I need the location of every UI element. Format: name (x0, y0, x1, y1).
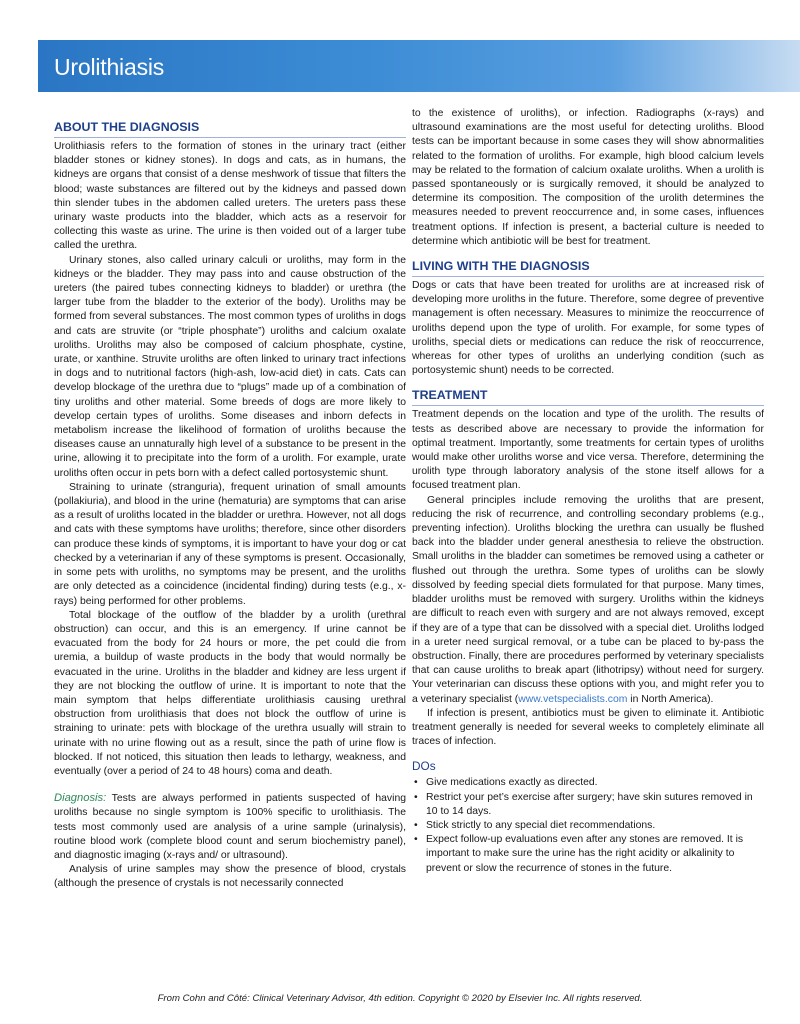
treatment-paragraph-2 (412, 494, 764, 707)
bullet-icon: • (414, 791, 418, 803)
living-heading: LIVING WITH THE DIAGNOSIS (412, 258, 764, 277)
treatment-paragraph-1: Treatment depends on the location and type of the urolith. The results of tests as described above are necessary to provide the information for optimal treatment. Importantly, some treatments for certain types of uroliths would make other uroliths worse and vice versa. Therefore, determining the urolith type through laboratory analysis of the stone itself allows for a focused treatment plan. (412, 409, 764, 492)
footer-prefix: From Cohn and Côté: (157, 993, 253, 1004)
footer-book-title: Clinical Veterinary Advisor, 4th edition. (252, 993, 416, 1004)
list-item (412, 791, 764, 819)
right-column (412, 107, 764, 876)
title-banner (38, 40, 800, 92)
footer-suffix: Copyright © 2020 by Elsevier Inc. All rights reserved. (415, 993, 643, 1004)
treatment-paragraph-3: If infection is present, antibiotics must be given to eliminate it. Antibiotic treatment generally is needed for several weeks to completely eliminate all traces of infection. (412, 707, 764, 748)
diagnosis-paragraph (54, 791, 406, 863)
list-item-text: Expect follow-up evaluations even after any stones are removed. It is important to make sure the urine has the right acidity or alkalinity to prevent or slow the recurrence of stones in the future. (426, 834, 744, 874)
left-column (54, 107, 406, 892)
living-paragraph-1: Dogs or cats that have been treated for uroliths are at increased risk of developing more uroliths in the future. Therefore, some degree of preventive management is often necessary. Measures to minimize the reoccurrence of uroliths depend upon the type of urolith. For example, for some types of uroliths, special diets or medications can reduce the risk of reoccurrence, whereas for other types of uroliths an underlying condition (such as portosystemic shunt) needs to be corrected. (412, 280, 764, 377)
treatment-paragraph-2-text: General principles include removing the uroliths that are present, reducing the risk of recurrence, and controlling secondary problems (e.g., preventing infection). Uroliths blocking the urethra can usually be flushed back into the bladder under general anesthesia to relieve the obstruction. Small uroliths in the bladder can sometimes be removed using a catheter or flushed out through the urethra. Some types of uroliths can be slowly dissolved by feeding special diets formulated for that purpose. Many times, bladder uroliths must be removed with surgery. Uroliths within the kidneys are difficult to reach even with surgery and are not always removed, except if they are of a type that can be dissolved with a special diet. Uroliths lodged in a ureter need surgical removal, or a tube can be placed to by-pass the obstruction. Finally, there are procedures performed by veterinary specialists that can cause uroliths to break apart (lithotripsy) without need for surgery. Your veterinarian can discuss these options with you, and might refer you to a veterinary specialist ( (412, 494, 764, 705)
copyright-footer (0, 993, 800, 1004)
about-paragraph-1: Urolithiasis refers to the formation of stones in the urinary tract (either bladder stones or kidney stones). In dogs and cats, as in humans, the kidneys are organs that consist of a dense meshwork of tissue that filters the blood; waste substances are filtered out by the kidneys and passed down thin slender tubes in the abdomen called ureters. The ureters pass these urinary waste products into the bladder, which acts as a reservoir for collecting this waste as urine. The urine is then voided out of a larger tube called the urethra. (54, 141, 406, 252)
treatment-heading: TREATMENT (412, 387, 764, 406)
list-item-text: Restrict your pet’s exercise after surgery; have skin sutures removed in 10 to 14 days. (426, 791, 753, 817)
bullet-icon: • (414, 777, 418, 789)
about-paragraph-4: Total blockage of the outflow of the bladder by a urolith (urethral obstruction) can occur, and this is an emergency. If urine cannot be evacuated from the body for 24 hours or more, the pet could die from uremia, a buildup of waste products in the body that would normally be evacuated in the urine. Uroliths in the bladder and kidney are less urgent if they are not blocking the outflow of urine. It is important to note that the main symptom that helps differentiate urolithiasis causing urethral obstruction from urolithiasis that does not block the outflow of urine is straining to urinate: pets with blockage of the urethra usually will strain to urinate with no urine flowing out as a result, since the path of urine flow is blocked. If not noticed, this situation then leads to lethargy, weakness, and eventually (over a period of 24 to 48 hours) coma and death. (54, 609, 406, 777)
list-item-text: Give medications exactly as directed. (426, 777, 598, 789)
about-paragraph-6: Analysis of urine samples may show the presence of blood, crystals (although the presence of crystals is not necessarily connected (54, 864, 406, 890)
treatment-paragraph-2-end: in North America). (627, 693, 714, 705)
list-item-text: Stick strictly to any special diet recommendations. (426, 819, 656, 831)
page-title: Urolithiasis (54, 54, 165, 80)
bullet-icon: • (414, 834, 418, 846)
about-paragraph-2: Urinary stones, also called urinary calculi or uroliths, may form in the kidneys or the bladder. They may pass into and cause obstruction of the ureters (the paired tubes connecting kidneys to bladder) or urethra (the larger tube from the bladder to the exterior of the body). Uroliths may be formed from several substances. The most common types of uroliths in dogs and cats are struvite (or “triple phosphate”) uroliths and calcium oxalate uroliths. Uroliths may also be composed of calcium phosphate, cystine, urate, or xanthine. Struvite uroliths are often linked to urinary tract infections in dogs and to nutritional factors (high-ash, low-acid diet) in cats. Cats can develop blockage of the urethra due to “plugs” made up of a combination of tiny uroliths and other material. Some breeds of dogs are more likely to develop certain types of uroliths. Some diseases and inborn defects in metabolism increase the likelihood of formation of uroliths because the diseases cause an unnaturally high level of a substance to be present in the urine, allowing it to precipitate into the form of a urolith. For example, urate uroliths often occur in pets born with a defect called portosystemic shunt. (54, 254, 406, 479)
diagnosis-label: Diagnosis: (54, 792, 107, 805)
list-item (412, 833, 764, 876)
list-item (412, 776, 764, 790)
about-paragraph-7: to the existence of uroliths), or infection. Radiographs (x-rays) and ultrasound examinations are the most useful for detecting uroliths. Blood tests can be important because in some cases they will show abnormalities related to the formation of uroliths. For example, high blood calcium levels may be related to the formation of calcium oxalate uroliths. When a urolith is passed spontaneously or is surgically removed, it should be analyzed to determine its composition. The composition of the urolith determines the measures needed to prevent reoccurrence and, in some cases, influences treatment options. If infection is present, a bacterial culture is needed to determine which antibiotic will be best for treatment. (412, 108, 764, 247)
dos-list (412, 776, 764, 875)
about-paragraph-3: Straining to urinate (stranguria), frequent urination of small amounts (pollakiuria), and blood in the urine (hematuria) are symptoms that can arise as a result of uroliths located in the bladder or urethra. However, not all dogs and cats with these symptoms have uroliths; therefore, since other disorders can produce these kinds of symptoms, it is important to have your dog or cat checked by a veterinarian if any of these symptoms is present. Occasionally, in some pets with uroliths, no symptoms may be present, and the uroliths are only detected as a coincidence (incidental finding) during tests (e.g., x-rays) being performed for other problems. (54, 481, 406, 607)
about-heading: ABOUT THE DIAGNOSIS (54, 119, 406, 138)
list-item (412, 819, 764, 833)
vetspecialists-link[interactable]: www.vetspecialists.com (518, 693, 628, 705)
bullet-icon: • (414, 819, 418, 831)
dos-heading: DOs (412, 759, 436, 774)
diagnosis-text: Tests are always performed in patients suspected of having uroliths because no single symptom is 100% specific to urolithiasis. The tests most commonly used are analysis of a urine sample (urinalysis), routine blood work (complete blood count and serum biochemistry panel), and diagnostic imaging (x-rays and/ or ultrasound). (54, 793, 406, 861)
